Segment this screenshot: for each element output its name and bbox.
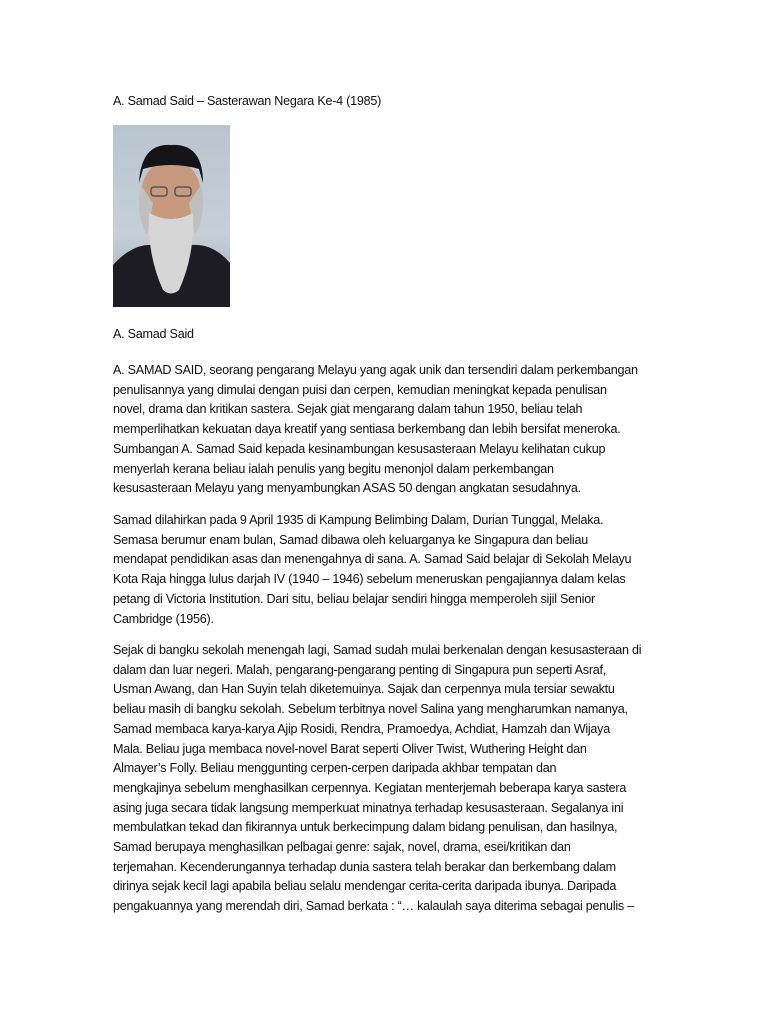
text-line: Samad berupaya menghasilkan pelbagai genre: sajak, novel, drama, esei/kritikan dan [113, 840, 571, 855]
portrait-photo [113, 125, 230, 307]
text-line: terjemahan. Kecenderungannya terhadap dunia sastera telah berakar dan berkembang dalam [113, 859, 616, 874]
text-line: petang di Victoria Institution. Dari situ, beliau belajar sendiri hingga memperoleh sijil Senior [113, 591, 595, 606]
text-line: A. SAMAD SAID, seorang pengarang Melayu yang agak unik dan tersendiri dalam perkembangan [113, 363, 638, 377]
portrait-image [113, 125, 230, 307]
text-line: Almayer’s Folly. Beliau menggunting cerpen-cerpen daripada akhbar tempatan dan [113, 761, 557, 776]
text-line: Samad membaca karya-karya Ajip Rosidi, Rendra, Pramoedya, Achdiat, Hamzah dan Wijaya [113, 721, 610, 736]
text-line: Kota Raja hingga lulus darjah IV (1940 – 1946) sebelum meneruskan pengajiannya dalam kelas [113, 572, 626, 587]
text-line: Usman Awang, dan Han Suyin telah diketemuinya. Sajak dan cerpennya mula tersiar sewaktu [113, 682, 615, 697]
text-line: penulisannya yang dimulai dengan puisi dan cerpen, kemudian meningkat kepada penulisan [113, 382, 607, 397]
text-line: mendapat pendidikan asas dan menengahnya di sana. A. Samad Said belajar di Sekolah Melayu [113, 552, 632, 567]
text-line: novel, drama dan kritikan sastera. Sejak giat mengarang dalam tahun 1950, beliau telah [113, 402, 583, 417]
text-line: Samad dilahirkan pada 9 April 1935 di Kampung Belimbing Dalam, Durian Tunggal, Melaka. [113, 513, 604, 527]
text-line: dalam dan luar negeri. Malah, pengarang-pengarang penting di Singapura pun seperti Asraf, [113, 662, 607, 677]
text-line: dirinya sejak kecil lagi apabila beliau selalu mendengar cerita-cerita daripada ibunya. Daripada [113, 879, 617, 894]
text-line: Cambridge (1956). [113, 611, 214, 626]
text-line: Mala. Beliau juga membaca novel-novel Barat seperti Oliver Twist, Wuthering Height dan [113, 741, 587, 756]
text-line: membulatkan tekad dan fikirannya untuk berkecimpung dalam bidang penulisan, dan hasilnya, [113, 820, 618, 835]
text-line: beliau masih di bangku sekolah. Sebelum terbitnya novel Salina yang mengharumkan namanya, [113, 702, 628, 717]
text-line: Semasa berumur enam bulan, Samad dibawa oleh keluarganya ke Singapura dan beliau [113, 532, 588, 547]
text-line: menyerlah kerana beliau ialah penulis yang begitu menonjol dalam perkembangan [113, 461, 554, 476]
paragraph-2 [113, 511, 631, 629]
text-line: mengkajinya sebelum menghasilkan cerpennya. Kegiatan menterjemah beberapa karya sastera [113, 780, 627, 795]
photo-caption: A. Samad Said [113, 327, 194, 341]
text-line: Sumbangan A. Samad Said kepada kesinambungan kesusasteraan Melayu kelihatan cukup [113, 441, 606, 456]
text-line: pengakuannya yang merendah diri, Samad berkata : “… kalaulah saya diterima sebagai penulis – [113, 899, 634, 914]
text-line: asing juga secara tidak langsung memperkuat minatnya terhadap kesusasteraan. Segalanya ini [113, 800, 624, 815]
document-title: A. Samad Said – Sasterawan Negara Ke-4 (1985) [113, 94, 382, 108]
paragraph-3 [113, 641, 641, 917]
text-line: memperlihatkan kekuatan daya kreatif yang sentiasa berkembang dan lebih bersifat meneroka. [113, 422, 621, 437]
text-line: Sejak di bangku sekolah menengah lagi, Samad sudah mulai berkenalan dengan kesusasteraan di [113, 643, 642, 657]
text-line: kesusasteraan Melayu yang menyambungkan ASAS 50 dengan angkatan sesudahnya. [113, 481, 581, 496]
paragraph-1 [113, 361, 638, 499]
